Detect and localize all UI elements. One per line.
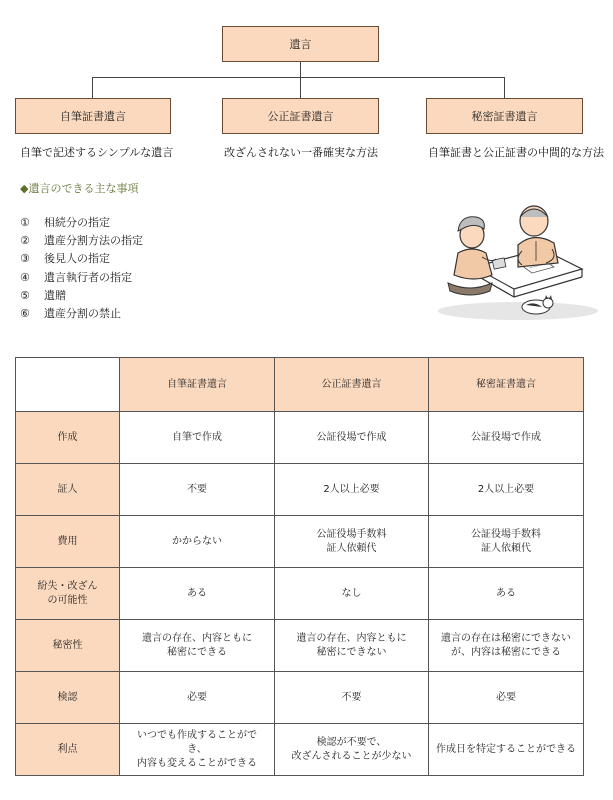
- table-cell: 遺言の存在、内容ともに 秘密にできる: [120, 620, 275, 672]
- child-box-himitsu: [426, 98, 583, 134]
- table-cell: 必要: [429, 672, 584, 724]
- table-cell: 公証役場手数料 証人依頼代: [275, 516, 429, 568]
- table-cell: かからない: [120, 516, 275, 568]
- list-item: ⑥ 遺産分割の禁止: [20, 307, 121, 321]
- table-cell: 公証役場手数料 証人依頼代: [429, 516, 584, 568]
- child-label-jihitsu: 自筆証書遺言: [60, 110, 126, 123]
- table-cell: なし: [275, 568, 429, 620]
- table-row: [16, 464, 584, 516]
- table-cell: 不要: [275, 672, 429, 724]
- table-cell: 遺言の存在、内容ともに 秘密にできない: [275, 620, 429, 672]
- table-row: [16, 568, 584, 620]
- row-label: 証人: [16, 464, 120, 516]
- child-desc-kosei: 改ざんされない一番確実な方法: [224, 146, 378, 159]
- header-himitsu: 秘密証書遺言: [429, 358, 584, 412]
- items-list: [20, 214, 143, 323]
- child-desc-himitsu: 自筆証書と公正証書の中間的な方法: [428, 146, 604, 159]
- table-row: [16, 620, 584, 672]
- table-row: [16, 412, 584, 464]
- table-cell: 作成日を特定することができる: [429, 724, 584, 776]
- row-label: 作成: [16, 412, 120, 464]
- child-box-kosei: [222, 98, 379, 134]
- child-label-himitsu: 秘密証書遺言: [471, 110, 538, 123]
- table-cell: 公証役場で作成: [275, 412, 429, 464]
- header-kosei: 公正証書遺言: [275, 358, 429, 412]
- table-cell: 検認が不要で、 改ざんされることが少ない: [275, 724, 429, 776]
- child-desc-jihitsu: 自筆で記述するシンプルな遺言: [20, 146, 174, 159]
- child-label-kosei: 公正証書遺言: [267, 110, 334, 123]
- list-item: ① 相続分の指定: [20, 216, 110, 229]
- row-label: 秘密性: [16, 620, 120, 672]
- connector-root-down: [300, 62, 301, 78]
- table-cell: ある: [429, 568, 584, 620]
- table-row: [16, 724, 584, 776]
- table-cell: ある: [120, 568, 275, 620]
- table-row: [16, 672, 584, 724]
- row-label: 紛失・改ざん の可能性: [16, 568, 120, 620]
- items-section-title: ◆遺言のできる主な事項: [20, 182, 139, 195]
- table-cell: 公証役場で作成: [429, 412, 584, 464]
- connector-left-down: [92, 77, 93, 98]
- table-cell: 2人以上必要: [275, 464, 429, 516]
- table-cell: 不要: [120, 464, 275, 516]
- child-box-jihitsu: [15, 98, 171, 134]
- row-label: 検認: [16, 672, 120, 724]
- elderly-couple-illustration: [430, 183, 600, 323]
- table-corner-cell: [16, 358, 120, 412]
- row-label: 費用: [16, 516, 120, 568]
- list-item: ⑤ 遺贈: [20, 288, 66, 302]
- connector-center-down: [300, 77, 301, 98]
- comparison-table: [15, 357, 584, 776]
- list-item: ③ 後見人の指定: [20, 252, 110, 266]
- table-cell: 遺言の存在は秘密にできない が、内容は秘密にできる: [429, 620, 584, 672]
- list-item: ② 遺産分割方法の指定: [20, 234, 143, 248]
- table-cell: いつでも作成することがで き、 内容も変えることができる: [120, 724, 275, 776]
- table-header-row: [16, 358, 584, 412]
- table-cell: 必要: [120, 672, 275, 724]
- list-item: ④ 遺言執行者の指定: [20, 270, 132, 284]
- root-label: 遺言: [289, 38, 312, 51]
- connector-right-down: [504, 77, 505, 98]
- connector-horizontal: [92, 77, 505, 78]
- root-box: [222, 26, 379, 62]
- table-row: [16, 516, 584, 568]
- table-cell: 2人以上必要: [429, 464, 584, 516]
- header-jihitsu: 自筆証書遺言: [120, 358, 275, 412]
- table-cell: 自筆で作成: [120, 412, 275, 464]
- row-label: 利点: [16, 724, 120, 776]
